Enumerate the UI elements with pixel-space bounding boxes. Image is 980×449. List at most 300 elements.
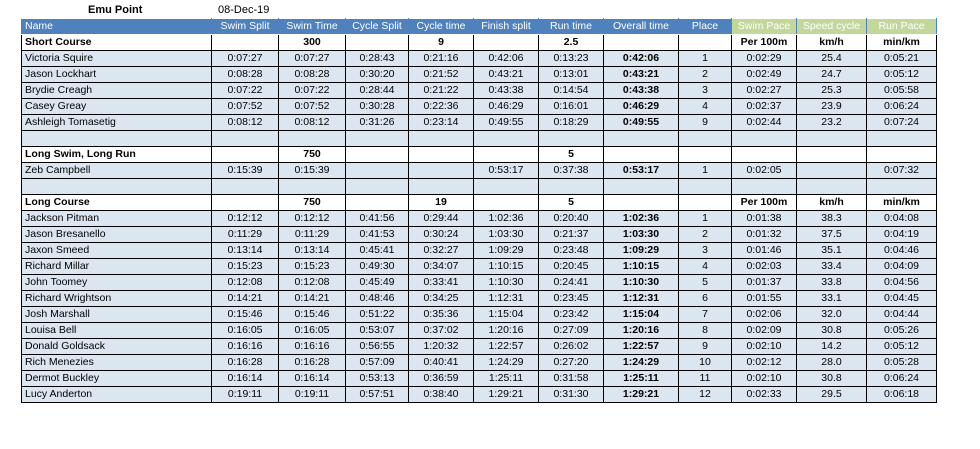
table-cell — [22, 131, 212, 147]
table-cell: Richard Wrightson — [22, 291, 212, 307]
table-cell — [474, 147, 539, 163]
table-cell: 0:16:01 — [539, 99, 604, 115]
table-cell — [474, 131, 539, 147]
table-cell: 4 — [679, 99, 732, 115]
table-cell: 0:16:28 — [279, 355, 346, 371]
sheet-title: Emu Point — [88, 4, 143, 16]
table-cell — [732, 147, 797, 163]
table-row — [22, 291, 937, 307]
table-cell: Jason Bresanello — [22, 227, 212, 243]
table-cell — [346, 147, 409, 163]
table-row — [22, 51, 937, 67]
table-cell: 0:02:44 — [732, 115, 797, 131]
table-cell: 0:34:25 — [409, 291, 474, 307]
table-cell — [732, 131, 797, 147]
table-cell: Long Swim, Long Run — [22, 147, 212, 163]
table-cell: 1:12:31 — [604, 291, 679, 307]
table-cell: 6 — [679, 291, 732, 307]
table-cell: John Toomey — [22, 275, 212, 291]
table-cell: 14.2 — [797, 339, 867, 355]
table-cell: min/km — [867, 35, 937, 51]
table-cell: 0:16:05 — [279, 323, 346, 339]
table-cell: 0:08:12 — [279, 115, 346, 131]
table-cell: Per 100m — [732, 35, 797, 51]
table-cell: 0:21:16 — [409, 51, 474, 67]
table-cell: 0:04:45 — [867, 291, 937, 307]
table-cell: 32.0 — [797, 307, 867, 323]
table-cell: 38.3 — [797, 211, 867, 227]
table-cell: 0:29:44 — [409, 211, 474, 227]
table-cell: 4 — [679, 259, 732, 275]
table-cell: 33.1 — [797, 291, 867, 307]
table-cell: 1:02:36 — [474, 211, 539, 227]
table-cell: 0:14:21 — [279, 291, 346, 307]
table-cell: 5 — [539, 147, 604, 163]
table-cell: 0:02:10 — [732, 371, 797, 387]
table-cell: 0:53:17 — [604, 163, 679, 179]
table-cell: 1:10:15 — [604, 259, 679, 275]
table-cell: 12 — [679, 387, 732, 403]
table-cell: 9 — [679, 339, 732, 355]
table-row — [22, 307, 937, 323]
table-cell: 0:16:28 — [212, 355, 279, 371]
column-header: Speed cycle — [797, 19, 867, 35]
table-cell: Jaxon Smeed — [22, 243, 212, 259]
table-cell — [474, 179, 539, 195]
table-cell: 0:16:16 — [212, 339, 279, 355]
table-cell: 30.8 — [797, 371, 867, 387]
table-cell: 3 — [679, 83, 732, 99]
table-cell: Victoria Squire — [22, 51, 212, 67]
table-cell: 1 — [679, 211, 732, 227]
table-cell: Zeb Campbell — [22, 163, 212, 179]
table-cell: 0:30:24 — [409, 227, 474, 243]
table-cell: Richard Millar — [22, 259, 212, 275]
table-cell: 1:25:11 — [604, 371, 679, 387]
column-header: Overall time — [604, 19, 679, 35]
table-cell: 0:53:07 — [346, 323, 409, 339]
table-cell: 0:23:48 — [539, 243, 604, 259]
table-cell: 0:40:41 — [409, 355, 474, 371]
table-cell: 0:04:56 — [867, 275, 937, 291]
table-cell — [539, 179, 604, 195]
section-header-row — [22, 147, 937, 163]
table-cell: 0:04:09 — [867, 259, 937, 275]
table-cell: 9 — [409, 35, 474, 51]
table-cell: 25.4 — [797, 51, 867, 67]
table-cell: 24.7 — [797, 67, 867, 83]
table-cell: 0:16:14 — [212, 371, 279, 387]
table-cell: 11 — [679, 371, 732, 387]
table-cell: 0:15:39 — [212, 163, 279, 179]
table-cell — [279, 131, 346, 147]
table-cell — [474, 195, 539, 211]
table-cell: 0:23:14 — [409, 115, 474, 131]
table-cell: 0:28:43 — [346, 51, 409, 67]
table-cell: 1:02:36 — [604, 211, 679, 227]
table-cell: 0:15:23 — [279, 259, 346, 275]
table-cell — [409, 163, 474, 179]
table-cell: 0:01:55 — [732, 291, 797, 307]
table-cell: 0:43:38 — [604, 83, 679, 99]
table-cell: 0:14:54 — [539, 83, 604, 99]
section-header-row — [22, 35, 937, 51]
table-cell: 0:16:14 — [279, 371, 346, 387]
table-cell: 2.5 — [539, 35, 604, 51]
table-cell: Brydie Creagh — [22, 83, 212, 99]
table-cell: 7 — [679, 307, 732, 323]
table-cell — [212, 131, 279, 147]
table-cell: 0:26:02 — [539, 339, 604, 355]
table-cell — [679, 131, 732, 147]
table-cell: 35.1 — [797, 243, 867, 259]
table-cell: 0:20:40 — [539, 211, 604, 227]
table-cell: 0:12:12 — [212, 211, 279, 227]
table-cell: 2 — [679, 227, 732, 243]
table-cell: 0:46:29 — [604, 99, 679, 115]
table-cell: 1:09:29 — [474, 243, 539, 259]
table-cell — [279, 179, 346, 195]
event-date: 08-Dec-19 — [218, 4, 270, 16]
table-cell — [212, 179, 279, 195]
table-cell: 0:28:44 — [346, 83, 409, 99]
table-cell: 0:12:08 — [279, 275, 346, 291]
table-cell: 750 — [279, 147, 346, 163]
table-cell: 0:21:22 — [409, 83, 474, 99]
table-cell: 0:01:38 — [732, 211, 797, 227]
column-header: Swim Split — [212, 19, 279, 35]
results-table — [21, 18, 937, 403]
table-cell: 0:02:37 — [732, 99, 797, 115]
table-cell: 0:01:37 — [732, 275, 797, 291]
table-cell: 0:37:02 — [409, 323, 474, 339]
table-cell: 0:02:03 — [732, 259, 797, 275]
table-cell: Donald Goldsack — [22, 339, 212, 355]
table-cell — [409, 179, 474, 195]
table-cell: 0:15:39 — [279, 163, 346, 179]
table-cell: 0:42:06 — [604, 51, 679, 67]
table-cell: 0:20:45 — [539, 259, 604, 275]
table-cell: 0:48:46 — [346, 291, 409, 307]
table-cell: 0:43:38 — [474, 83, 539, 99]
table-cell: 0:31:26 — [346, 115, 409, 131]
table-cell: 0:02:29 — [732, 51, 797, 67]
table-cell: 0:01:32 — [732, 227, 797, 243]
table-cell: 0:30:20 — [346, 67, 409, 83]
table-cell: 0:05:28 — [867, 355, 937, 371]
table-cell: 0:37:38 — [539, 163, 604, 179]
table-cell: 0:02:27 — [732, 83, 797, 99]
table-cell: 19 — [409, 195, 474, 211]
table-cell: 0:13:14 — [212, 243, 279, 259]
table-cell: 0:07:32 — [867, 163, 937, 179]
table-cell: 0:14:21 — [212, 291, 279, 307]
table-row — [22, 115, 937, 131]
table-row — [22, 163, 937, 179]
table-cell: 1:29:21 — [474, 387, 539, 403]
table-cell: 1:03:30 — [604, 227, 679, 243]
table-cell — [732, 179, 797, 195]
table-cell: 1:25:11 — [474, 371, 539, 387]
table-cell — [797, 163, 867, 179]
table-cell: 0:19:11 — [212, 387, 279, 403]
table-cell: Ashleigh Tomasetig — [22, 115, 212, 131]
table-cell: 0:05:12 — [867, 67, 937, 83]
table-row — [22, 323, 937, 339]
table-cell: 29.5 — [797, 387, 867, 403]
table-cell: 0:15:46 — [212, 307, 279, 323]
table-cell: 0:45:41 — [346, 243, 409, 259]
table-cell: 0:13:14 — [279, 243, 346, 259]
table-cell — [346, 195, 409, 211]
table-cell — [679, 195, 732, 211]
table-cell: 0:45:49 — [346, 275, 409, 291]
table-cell: 1:24:29 — [474, 355, 539, 371]
table-cell: 0:04:44 — [867, 307, 937, 323]
table-cell — [867, 131, 937, 147]
table-cell: 0:07:22 — [212, 83, 279, 99]
column-header: Swim Time — [279, 19, 346, 35]
table-cell: 0:07:52 — [212, 99, 279, 115]
table-cell: 0:05:26 — [867, 323, 937, 339]
table-cell: 0:53:13 — [346, 371, 409, 387]
table-cell: 0:07:24 — [867, 115, 937, 131]
table-cell: 0:04:08 — [867, 211, 937, 227]
table-cell: 0:42:06 — [474, 51, 539, 67]
table-cell: 1:20:16 — [604, 323, 679, 339]
table-row — [22, 259, 937, 275]
table-cell: 0:06:18 — [867, 387, 937, 403]
table-cell: 750 — [279, 195, 346, 211]
table-cell — [604, 147, 679, 163]
table-cell: 0:27:09 — [539, 323, 604, 339]
table-cell: min/km — [867, 195, 937, 211]
table-cell: 0:23:42 — [539, 307, 604, 323]
table-cell: 0:49:55 — [474, 115, 539, 131]
table-cell: 10 — [679, 355, 732, 371]
table-cell: 0:15:46 — [279, 307, 346, 323]
table-cell: 1:03:30 — [474, 227, 539, 243]
table-cell: 0:12:12 — [279, 211, 346, 227]
table-cell: 0:49:55 — [604, 115, 679, 131]
table-cell — [22, 179, 212, 195]
table-cell — [212, 35, 279, 51]
table-cell: 0:31:30 — [539, 387, 604, 403]
table-cell: 0:01:46 — [732, 243, 797, 259]
table-cell: 3 — [679, 243, 732, 259]
column-header: Finish split — [474, 19, 539, 35]
table-cell: 0:46:29 — [474, 99, 539, 115]
table-cell — [409, 147, 474, 163]
table-cell: 0:35:36 — [409, 307, 474, 323]
table-cell: 0:12:08 — [212, 275, 279, 291]
table-cell: Rich Menezies — [22, 355, 212, 371]
table-cell: 0:07:27 — [212, 51, 279, 67]
table-row — [22, 67, 937, 83]
table-cell: 0:02:05 — [732, 163, 797, 179]
table-cell: 0:06:24 — [867, 99, 937, 115]
table-cell — [797, 179, 867, 195]
table-cell: 0:13:23 — [539, 51, 604, 67]
table-cell: 0:02:10 — [732, 339, 797, 355]
table-cell: 1:15:04 — [604, 307, 679, 323]
table-cell: 0:21:52 — [409, 67, 474, 83]
column-header: Name — [22, 19, 212, 35]
table-cell: 28.0 — [797, 355, 867, 371]
table-cell: 0:22:36 — [409, 99, 474, 115]
table-cell: 23.9 — [797, 99, 867, 115]
table-cell: 0:05:21 — [867, 51, 937, 67]
table-cell: 1 — [679, 51, 732, 67]
table-cell: 0:02:09 — [732, 323, 797, 339]
table-cell: 5 — [539, 195, 604, 211]
table-row — [22, 131, 937, 147]
column-header: Run time — [539, 19, 604, 35]
table-cell: 1:24:29 — [604, 355, 679, 371]
table-cell: Jackson Pitman — [22, 211, 212, 227]
table-cell — [604, 35, 679, 51]
table-cell: Dermot Buckley — [22, 371, 212, 387]
table-cell: 0:13:01 — [539, 67, 604, 83]
table-cell — [212, 147, 279, 163]
table-cell: 1:10:30 — [474, 275, 539, 291]
table-cell: 0:02:33 — [732, 387, 797, 403]
table-cell: 0:07:52 — [279, 99, 346, 115]
column-header-row — [22, 19, 937, 35]
table-cell: 25.3 — [797, 83, 867, 99]
table-cell: 5 — [679, 275, 732, 291]
table-cell: 0:51:22 — [346, 307, 409, 323]
table-cell: 0:53:17 — [474, 163, 539, 179]
table-cell: 0:49:30 — [346, 259, 409, 275]
table-cell: 0:08:28 — [212, 67, 279, 83]
table-cell: 1:22:57 — [474, 339, 539, 355]
table-cell — [604, 179, 679, 195]
table-cell: 0:05:12 — [867, 339, 937, 355]
table-cell: 1:10:30 — [604, 275, 679, 291]
table-cell: 0:23:45 — [539, 291, 604, 307]
table-cell: 0:02:49 — [732, 67, 797, 83]
table-cell: 0:32:27 — [409, 243, 474, 259]
table-cell: 0:27:20 — [539, 355, 604, 371]
table-cell — [604, 131, 679, 147]
table-cell: 0:06:24 — [867, 371, 937, 387]
table-cell — [679, 147, 732, 163]
table-cell: 1:22:57 — [604, 339, 679, 355]
table-row — [22, 355, 937, 371]
table-cell — [539, 131, 604, 147]
table-cell: 0:08:12 — [212, 115, 279, 131]
table-cell: Short Course — [22, 35, 212, 51]
table-cell: 33.8 — [797, 275, 867, 291]
table-cell: Long Course — [22, 195, 212, 211]
table-cell: 30.8 — [797, 323, 867, 339]
table-cell: 0:41:53 — [346, 227, 409, 243]
table-cell — [346, 131, 409, 147]
table-cell: 0:02:12 — [732, 355, 797, 371]
table-cell: 1:20:16 — [474, 323, 539, 339]
table-cell: 0:24:41 — [539, 275, 604, 291]
table-cell: 8 — [679, 323, 732, 339]
table-row — [22, 99, 937, 115]
table-cell — [797, 147, 867, 163]
table-cell: 300 — [279, 35, 346, 51]
table-cell — [679, 179, 732, 195]
table-row — [22, 243, 937, 259]
table-cell: Lucy Anderton — [22, 387, 212, 403]
table-cell: 0:07:22 — [279, 83, 346, 99]
table-cell: 0:04:19 — [867, 227, 937, 243]
table-row — [22, 387, 937, 403]
table-cell: 0:11:29 — [279, 227, 346, 243]
section-header-row — [22, 195, 937, 211]
table-cell — [867, 147, 937, 163]
table-cell: 0:43:21 — [604, 67, 679, 83]
table-cell: 1:09:29 — [604, 243, 679, 259]
table-cell: 23.2 — [797, 115, 867, 131]
table-cell: 2 — [679, 67, 732, 83]
table-cell: 0:56:55 — [346, 339, 409, 355]
table-cell: 0:16:16 — [279, 339, 346, 355]
table-cell: Josh Marshall — [22, 307, 212, 323]
table-cell: 0:18:29 — [539, 115, 604, 131]
table-cell: 0:34:07 — [409, 259, 474, 275]
table-cell: 9 — [679, 115, 732, 131]
table-cell: 0:04:46 — [867, 243, 937, 259]
table-cell: Louisa Bell — [22, 323, 212, 339]
table-cell: 1:15:04 — [474, 307, 539, 323]
column-header: Cycle time — [409, 19, 474, 35]
table-cell: 0:38:40 — [409, 387, 474, 403]
table-cell — [212, 195, 279, 211]
table-cell: 0:19:11 — [279, 387, 346, 403]
column-header: Run Pace — [867, 19, 937, 35]
column-header: Place — [679, 19, 732, 35]
table-cell: 0:02:06 — [732, 307, 797, 323]
table-cell: Casey Greay — [22, 99, 212, 115]
table-row — [22, 179, 937, 195]
table-cell — [346, 35, 409, 51]
table-cell: 0:07:27 — [279, 51, 346, 67]
table-cell: 1:10:15 — [474, 259, 539, 275]
table-cell: 1:29:21 — [604, 387, 679, 403]
table-cell: 33.4 — [797, 259, 867, 275]
table-cell: 0:05:58 — [867, 83, 937, 99]
table-cell: 0:57:51 — [346, 387, 409, 403]
table-cell: 1 — [679, 163, 732, 179]
table-row — [22, 211, 937, 227]
table-row — [22, 275, 937, 291]
table-cell: 0:11:29 — [212, 227, 279, 243]
table-row — [22, 227, 937, 243]
table-cell — [474, 35, 539, 51]
table-cell: Per 100m — [732, 195, 797, 211]
column-header: Cycle Split — [346, 19, 409, 35]
table-cell: 0:16:05 — [212, 323, 279, 339]
table-cell: 0:15:23 — [212, 259, 279, 275]
table-cell — [346, 179, 409, 195]
table-cell: 0:57:09 — [346, 355, 409, 371]
table-cell: Jason Lockhart — [22, 67, 212, 83]
table-cell: 1:20:32 — [409, 339, 474, 355]
table-cell — [867, 179, 937, 195]
table-cell — [604, 195, 679, 211]
table-cell: 0:33:41 — [409, 275, 474, 291]
table-cell: 1:12:31 — [474, 291, 539, 307]
column-header: Swim Pace — [732, 19, 797, 35]
table-row — [22, 339, 937, 355]
table-cell: km/h — [797, 35, 867, 51]
